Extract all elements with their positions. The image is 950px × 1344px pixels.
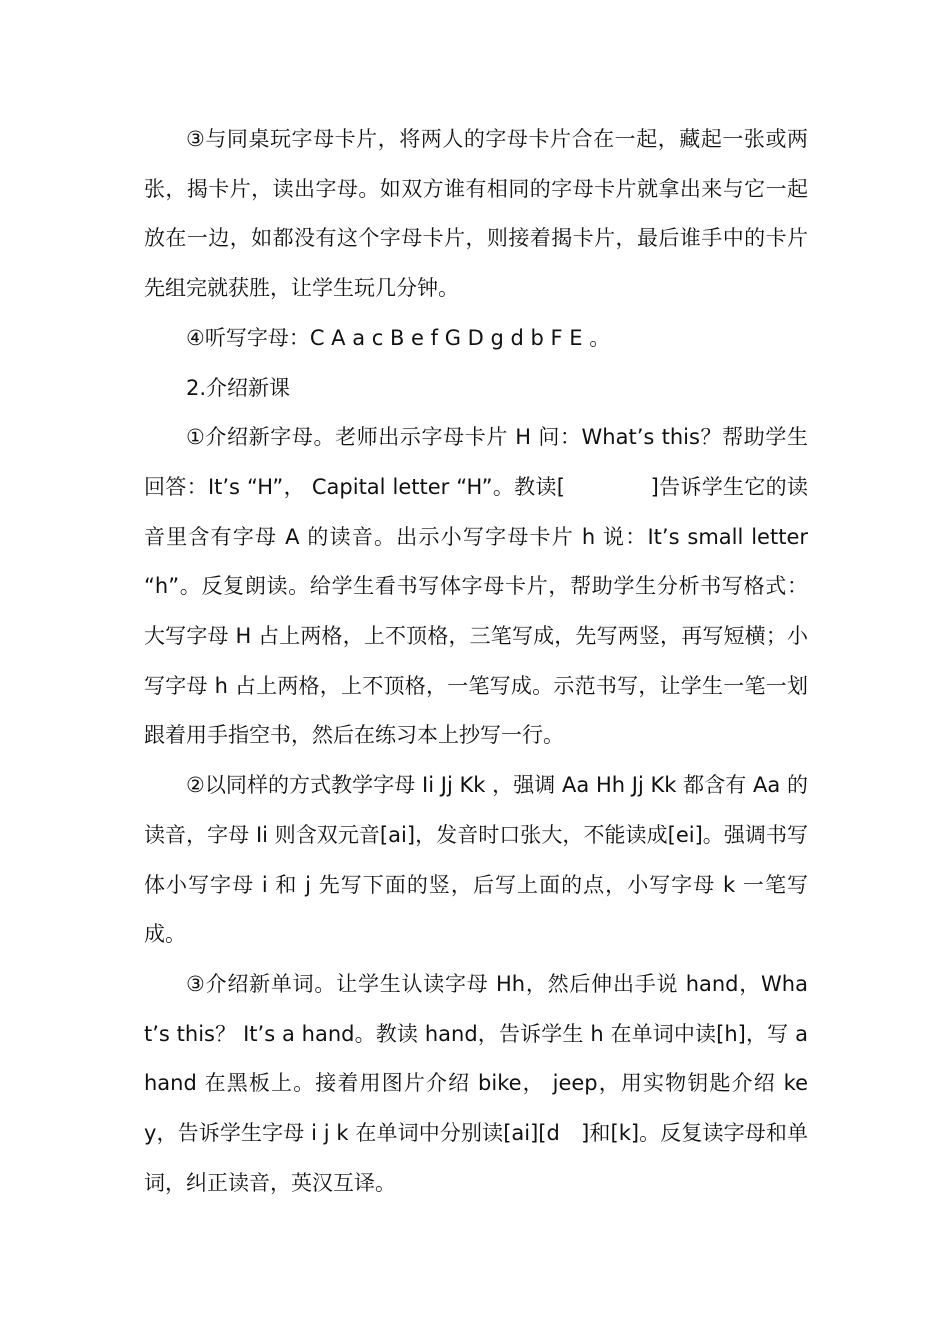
paragraph-letters-ijk: ②以同样的方式教学字母 Ii Jj Kk ，强调 Aa Hh Jj Kk 都含有 Aa 的读音，字母 Ii 则含双元音[ai]，发音时口张大，不能读成[ei]。强调书写体小写字母 i 和 j 先写下面的竖，后写上面的点，小写字母 k 一笔写成。 (144, 773, 808, 947)
paragraph-dictation: ④听写字母：C A a c B e f G D g d b F E 。 (186, 325, 611, 350)
paragraph-card-game: ③与同桌玩字母卡片，将两人的字母卡片合在一起，藏起一张或两张，揭卡片，读出字母。如双方谁有相同的字母卡片就拿出来与它一起放在一边，如都没有这个字母卡片，则接着揭卡片，最后谁手中的卡片先组完就获胜，让学生玩几分钟。 (144, 127, 808, 301)
paragraph-new-words: ③介绍新单词。让学生认读字母 Hh，然后伸出手说 hand，What’s this？ It’s a hand。教读 hand，告诉学生 h 在单词中读[h]，写 a hand 在黑板上。接着用图片介绍 bike， jeep，用实物钥匙介绍 key，告诉学生字母 i j k 在单词中分别读[ai][d ]和[k]。反复读字母和单词，纠正读音，英汉互译。 (144, 971, 808, 1195)
paragraph-new-letters: ①介绍新字母。老师出示字母卡片 H 问：What’s this？帮助学生回答：It’s “H”， Capital letter “H”。教读[ ]告诉学生它的读音里含有字母 A 的读音。出示小写字母卡片 h 说：It’s small letter “h”。反复朗读。给学生看书写体字母卡片，帮助学生分析书写格式：大写字母 H 占上两格，上不顶格，三笔写成，先写两竖，再写短横；小写字母 h 占上两格，上不顶格，一笔写成。示范书写，让学生一笔一划跟着用手指空书，然后在练习本上抄写一行。 (144, 425, 808, 748)
section-heading-new-lesson: 2.介绍新课 (186, 375, 291, 400)
document-body (144, 115, 808, 1208)
